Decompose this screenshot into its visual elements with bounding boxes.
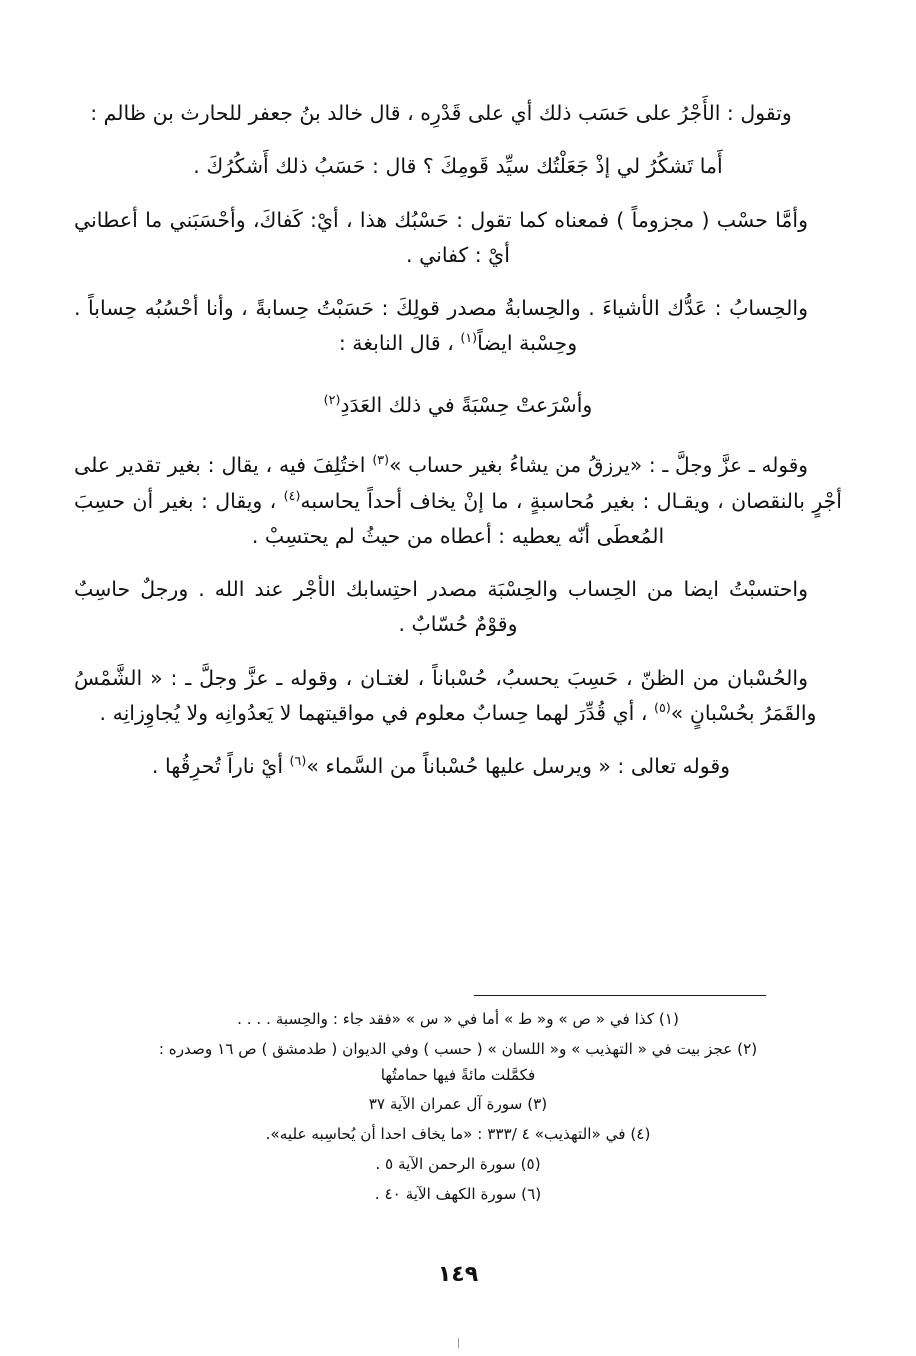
paragraph-7 bbox=[74, 749, 842, 784]
paragraph-4-tail-2: ، ويقال : بغير أن حسِبَ المُعطَى أنّه يعطيه : أعطاه من حيثُ لم يحتسِبْ . bbox=[74, 488, 665, 548]
footnote-ref-6[interactable]: (٦) bbox=[289, 753, 307, 769]
footnote-1 bbox=[74, 1008, 842, 1031]
footnote-2 bbox=[74, 1038, 842, 1061]
paragraph-4-tail: اختُلِفَ فيه ، يقال : بغير تقدير على أجْرٍ بالنقصان ، ويقـال : بغير مُحاسبةٍ ، ما إنْ يخاف أحداً يحاسبه bbox=[74, 453, 842, 513]
footnote-5 bbox=[74, 1153, 842, 1176]
footnote-4 bbox=[74, 1123, 842, 1146]
footnote-ref-3[interactable]: (٣) bbox=[372, 452, 390, 468]
footnote-1-text: كذا في « ص » و« ط » أما في « س » «فقد جاء : والحِسبة . . . . bbox=[237, 1010, 654, 1028]
footnote-ref-4[interactable]: (٤) bbox=[283, 487, 301, 503]
footnote-separator-rule bbox=[474, 995, 766, 996]
document-body bbox=[74, 96, 842, 802]
footnote-6-text: سورة الكهف الآية ٤٠ . bbox=[374, 1184, 517, 1203]
paragraph-6-tail: ، أي قُدِّرَ لهما حِسابٌ معلوم في مواقيتهما لا يَعدُوانِه ولا يُجاوِزانِه . bbox=[99, 700, 655, 725]
paragraph-3-text: والحِسابُ : عَدُّك الأشياءَ . والحِسابةُ مصدر قولِكَ : حَسَبْتُ حِسابةً ، وأنا أحْسُبُه حِساباً . وحِسْبة ايضاً bbox=[74, 296, 808, 356]
footnote-5-text: سورة الرحمن الآية ٥ . bbox=[375, 1154, 516, 1173]
paragraph-7-text: وقوله تعالى : « ويرسل عليها حُسْباناً من السَّماء » bbox=[306, 754, 731, 779]
paragraph-2-text: وأمَّا حسْب ( مجزوماً ) فمعناه كما تقول : حَسْبُك هذا ، أيْ: كَفاكَ، وأحْسَبَني ما أعطاني أيْ : كفاني . bbox=[74, 207, 808, 267]
footnote-area bbox=[74, 1008, 842, 1213]
footnote-2-second-line: فكمَّلت مائةً فيها حمامتُها bbox=[380, 1065, 536, 1084]
paragraph-6 bbox=[74, 661, 842, 732]
footnote-3-marker: (٣) bbox=[527, 1095, 548, 1114]
quoted-line-1 bbox=[74, 149, 842, 184]
paragraph-5-text: واحتسبْتُ ايضا من الحِساب والحِسْبَة مصدر احتِسابك الأجْر عند الله . ورجلٌ حاسِبٌ وقوْمٌ حُسّابٌ . bbox=[74, 577, 808, 637]
page-center-tick-mark bbox=[458, 1338, 459, 1348]
paragraph-4 bbox=[74, 448, 842, 554]
paragraph-5 bbox=[74, 572, 842, 643]
footnote-ref-2[interactable]: (٢) bbox=[323, 391, 341, 407]
paragraph-6-text: والحُسْبان من الظنّ ، حَسِبَ يحسبُ، حُسْباناً ، لغتـان ، وقوله ـ عزَّ وجلَّ ـ : « الشَّمْسُ والقَمَرُ بحُسْبانٍ » bbox=[74, 665, 817, 725]
verse-line-text: وأسْرَعتْ حِسْبَةً في ذلك العَدَدِ bbox=[340, 392, 593, 417]
page-number: ١٤٩ bbox=[437, 1262, 479, 1287]
paragraph-2 bbox=[74, 203, 842, 274]
quoted-line-1-text: أَما تَشكُرُ لي إذْ جَعَلْتُك سيِّد قَومِكَ ؟ قال : حَسَبُ ذلك أَشكُرُكَ . bbox=[193, 154, 723, 179]
paragraph-3-tail: ، قال النابغة : bbox=[338, 331, 461, 356]
footnote-2-text: عجز بيت في « التهذيب » و« اللسان » ( حسب ) وفي الديوان ( طدمشق ) ص ١٦ وصدره : bbox=[158, 1039, 733, 1058]
verse-line bbox=[74, 388, 842, 423]
footnote-4-text: في «التهذيب» ٤ /٣٣٣ : «ما يخاف احدا أن يُحاسِبه عليه». bbox=[265, 1125, 626, 1144]
footnote-ref-5[interactable]: (٥) bbox=[654, 700, 671, 716]
footnote-6-marker: (٦) bbox=[521, 1184, 542, 1203]
paragraph-1 bbox=[74, 96, 842, 131]
footnote-3-text: سورة آل عمران الآية ٣٧ bbox=[368, 1095, 523, 1114]
paragraph-1-text: وتقول : الأَجْرُ على حَسَب ذلك أي على قَدْرِه ، قال خالد بنُ جعفر للحارث بن ظالم : bbox=[90, 101, 792, 125]
footnote-4-marker: (٤) bbox=[630, 1125, 651, 1144]
footnote-ref-1[interactable]: (١) bbox=[460, 330, 478, 346]
footnote-1-marker: (١) bbox=[658, 1010, 679, 1028]
paragraph-7-tail: أيْ ناراً تُحرِقُها . bbox=[151, 754, 290, 779]
footnote-2-marker: (٢) bbox=[737, 1039, 758, 1058]
paragraph-3 bbox=[74, 291, 842, 362]
footnote-5-marker: (٥) bbox=[520, 1154, 541, 1173]
paragraph-4-text: وقوله ـ عزَّ وجلَّ ـ : «يرزقُ من يشاءُ بغير حساب » bbox=[389, 453, 808, 478]
footnote-3 bbox=[74, 1093, 842, 1116]
footnote-6 bbox=[74, 1183, 842, 1206]
